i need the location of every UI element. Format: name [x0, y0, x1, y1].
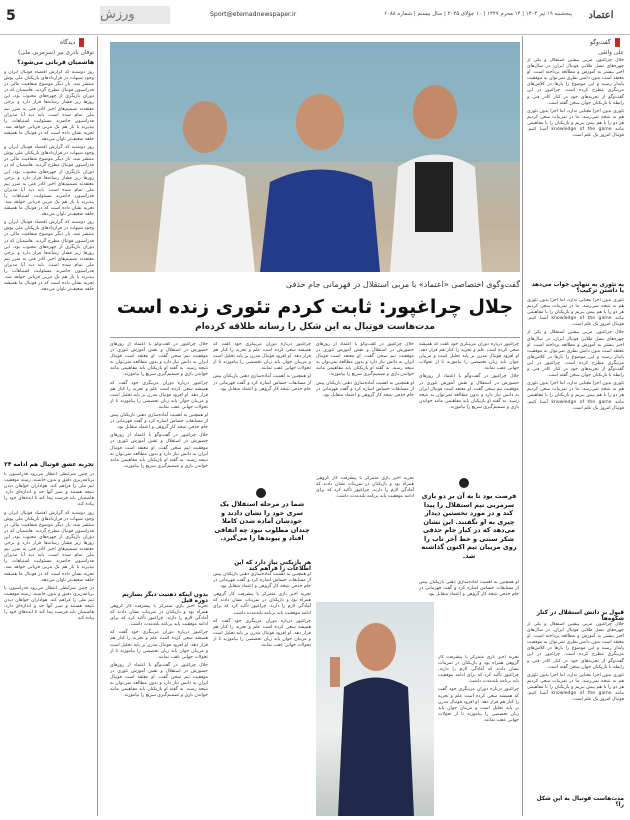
article-col-4: چراغپور درباره دوران مربیگری خود گفت که همیشه سعی کرده است علم و تجربه را کنار هم قرار دهد. او افزود فوتبال مدرن بر پایه تحلیل است و مربیان جوان باید زبان تخصصی را بیاموزند تا از تحولات جهانی عقب نمانند. جلال چراغپور در گفت‌وگو با اعتماد از روزهای حضورش در استقلال و نقش آموزش تئوری در موفقیت تیم سخن گفت. او معتقد است فوتبال ایران به دانش نیاز دارد و بدون مطالعه نمی‌توان به نتیجه رسید. به گفته او بازیکنان باید مفاهیمی مانند خواندن بازی و تصمیم‌گیری سریع را بیاموزند. — [419, 342, 519, 410]
article-col-1: جلال چراغپور در گفت‌وگو با اعتماد از روزهای حضورش در استقلال و نقش آموزش تئوری در موفقیت تیم سخن گفت. او معتقد است فوتبال ایران به دانش نیاز دارد و بدون مطالعه نمی‌توان به نتیجه رسید. به گفته او بازیکنان باید مفاهیمی مانند خواندن بازی و تصمیم‌گیری سریع را بیاموزند. چراغپور درباره دوران مربیگری خود گفت که همیشه سعی کرده است علم و تجربه را کنار هم قرار دهد. او افزود فوتبال مدرن بر پایه تحلیل است و مربیان جوان باید زبان تخصصی را بیاموزند تا از تحولات جهانی عقب نمانند. او همچنین به اهمیت آماده‌سازی ذهنی بازیکنان پیش از مسابقات حساس اشاره کرد و گفت قهرمانی در جام حذفی نتیجه کار گروهی و اعتماد متقابل بود. جلال چراغپور در گفت‌وگو با اعتماد از روزهای حضورش در استقلال و نقش آموزش تئوری در موفقیت تیم سخن گفت. او معتقد است فوتبال ایران به دانش نیاز دارد و بدون مطالعه نمی‌توان به نتیجه رسید. به گفته او بازیکنان باید مفاهیمی مانند خواندن بازی و تصمیم‌گیری سریع را بیاموزند. — [110, 342, 208, 469]
dateline: پنجشنبه ۱۹ تیر ۱۴۰۴ | ۱۴ محرم ۱۴۴۷ | ۱۰ جولای ۲۰۲۵ | سال بیستم | شماره ۶۰۸۸ — [384, 11, 572, 17]
article-col-1b: تجربه اخیر بازی متمرکز با پیشرفت کار گروهی همراه بود و بازیکنان در تمرینات نشان دادند که آمادگی لازم را دارند. چراغپور تأکید کرد که برای ادامه موفقیت باید برنامه بلندمدت داشت. چراغپور درباره دوران مربیگری خود گفت که همیشه سعی کرده است علم و تجربه را کنار هم قرار دهد. او افزود فوتبال مدرن بر پایه تحلیل است و مربیان جوان باید زبان تخصصی را بیاموزند تا از تحولات جهانی عقب نمانند. جلال چراغپور در گفت‌وگو با اعتماد از روزهای حضورش در استقلال و نقش آموزش تئوری در موفقیت تیم سخن گفت. او معتقد است فوتبال ایران به دانش نیاز دارد و بدون مطالعه نمی‌توان به نتیجه رسید. به گفته او بازیکنان باید مفاهیمی مانند خواندن بازی و تصمیم‌گیری سریع را بیاموزند. — [110, 604, 208, 699]
right-body-2: تئوری بدون اجرا معنایی ندارد، اما اجرا بدون تئوری هم به نتیجه نمی‌رسد. ما در تمرینات سعی کردیم هر دو را با هم پیش ببریم و بازیکنان را با مفاهیمی مانند knowledge of the game آشنا کنیم. فوتبال امروز یک علم است. جلال چراغپور، مربی پیشین استقلال و یکی از چهره‌های نسل طلایی فوتبال ایران، در سال‌های اخیر بیشتر به آموزش و مطالعه پرداخته است. او معتقد است بدون دانش نظری نمی‌توان به موفقیت پایدار رسید و این موضوع را بارها در کلاس‌های مربیگری مطرح کرده است. چراغپور در این گفت‌وگو از تجربه‌های خود در کنار کادر فنی و رابطه با بازیکنان جوان سخن گفته است. تئوری بدون اجرا معنایی ندارد، اما اجرا بدون تئوری هم به نتیجه نمی‌رسد. ما در تمرینات سعی کردیم هر دو را با هم پیش ببریم و بازیکنان را با مفاهیمی مانند knowledge of the game آشنا کنیم. فوتبال امروز یک علم است. — [527, 298, 624, 411]
right-byline: علی واثقی — [598, 50, 624, 56]
inset-photo — [316, 602, 434, 816]
column-divider — [97, 36, 98, 816]
article-col-4b: او همچنین به اهمیت آماده‌سازی ذهنی بازیکنان پیش از مسابقات حساس اشاره کرد و گفت قهرمانی در جام حذفی نتیجه کار گروهی و اعتماد متقابل بود. — [419, 580, 519, 598]
article-subhead-1: بدون اینکه ذهنیت دیگر بسازیم دوره قبل — [122, 592, 208, 604]
right-subhead-2: قبول بر دانش استقلال در کنار شکوه‌ها — [536, 610, 624, 622]
pull-quote-1: فرصت بود تا به آن بر دو بازی سرمربی تیم استقلال را پیدا کند و در مورد نخستین دیدار چیزی به او نگفتند. این نشان می‌دهد که در کنار جام حذفی شکر سنتی و خط آخر ناب را روی مربیان تیم اکنون گذاشته شد. — [421, 492, 517, 560]
right-subhead-3: مدت‌هاست فوتبال به این شکل را؟ — [536, 796, 624, 808]
left-body-1: روز دوشنبه که گزارش اقتصاد فوتبال ایران و وجود شبهات در قراردادهای بازیکنان ملی پوش منتشر شد، بار دیگر موضوع شفافیت مالی در فدراسیون فوتبال مطرح گردید. هاشمیان که در دوران بازیگری از چهره‌های محبوب بود، این روزها زیر فشار رسانه‌ها قرار دارد و برخی معتقدند تصمیم‌های اخیر کادر فنی به ضرر تیم ملی تمام شده است. باید دید آیا مدیران فدراسیون حاضرند مسئولیت اشتباهات را بپذیرند یا باز هم یک مربی قربانی خواهد شد. تجربه نشان داده است که در فوتبال ما همیشه حلقه ضعیف‌تر تاوان می‌دهد. روز دوشنبه که گزارش اقتصاد فوتبال ایران و وجود شبهات در قراردادهای بازیکنان ملی پوش منتشر شد، بار دیگر موضوع شفافیت مالی در فدراسیون فوتبال مطرح گردید. هاشمیان که در دوران بازیگری از چهره‌های محبوب بود، این روزها زیر فشار رسانه‌ها قرار دارد و برخی معتقدند تصمیم‌های اخیر کادر فنی به ضرر تیم ملی تمام شده است. باید دید آیا مدیران فدراسیون حاضرند مسئولیت اشتباهات را بپذیرند یا باز هم یک مربی قربانی خواهد شد. تجربه نشان داده است که در فوتبال ما همیشه حلقه ضعیف‌تر تاوان می‌دهد. روز دوشنبه که گزارش اقتصاد فوتبال ایران و وجود شبهات در قراردادهای بازیکنان ملی پوش منتشر شد، بار دیگر موضوع شفافیت مالی در فدراسیون فوتبال مطرح گردید. هاشمیان که در دوران بازیگری از چهره‌های محبوب بود، این روزها زیر فشار رسانه‌ها قرار دارد و برخی معتقدند تصمیم‌های اخیر کادر فنی به ضرر تیم ملی تمام شده است. باید دید آیا مدیران فدراسیون حاضرند مسئولیت اشتباهات را بپذیرند یا باز هم یک مربی قربانی خواهد شد. تجربه نشان داده است که در فوتبال ما همیشه حلقه ضعیف‌تر تاوان می‌دهد. — [4, 70, 94, 293]
email-address: Sport@etemadnewspaper.ir — [210, 11, 297, 18]
pull-quote-2: شما در مرحله استقلال یک سری خود را نشان دادند و خودشان آماده شدن کاملا چندان مطلوب نبود چه اتفاقی افتاد و پیوندها را می‌گیرد. — [214, 500, 310, 542]
article-deck: مدت‌هاست فوتبال به این شکل را رسانه طلاقه کرده‌ام — [195, 322, 435, 332]
newspaper-logo: اعتماد — [588, 10, 614, 21]
article-headline: جلال چراغپور: ثابت کردم تئوری زنده است — [116, 296, 514, 318]
section-title: ورزش — [100, 7, 135, 22]
article-col-3b: تجربه اخیر بازی متمرکز با پیشرفت کار گروهی همراه بود و بازیکنان در تمرینات نشان دادند که آمادگی لازم را دارند. چراغپور تأکید کرد که برای ادامه موفقیت باید برنامه بلندمدت داشت. — [316, 476, 414, 500]
right-subhead-1: به تئوری به تنهایی جواب می‌دهد یا داشتن ترکیب؟ — [531, 282, 624, 294]
right-body-1: جلال چراغپور، مربی پیشین استقلال و یکی از چهره‌های نسل طلایی فوتبال ایران، در سال‌های اخیر بیشتر به آموزش و مطالعه پرداخته است. او معتقد است بدون دانش نظری نمی‌توان به موفقیت پایدار رسید و این موضوع را بارها در کلاس‌های مربیگری مطرح کرده است. چراغپور در این گفت‌وگو از تجربه‌های خود در کنار کادر فنی و رابطه با بازیکنان جوان سخن گفته است. تئوری بدون اجرا معنایی ندارد، اما اجرا بدون تئوری هم به نتیجه نمی‌رسد. ما در تمرینات سعی کردیم هر دو را با هم پیش ببریم و بازیکنان را با مفاهیمی مانند knowledge of the game آشنا کنیم. فوتبال امروز یک علم است. — [527, 58, 624, 139]
column-divider-right — [522, 36, 523, 816]
right-body-3: جلال چراغپور، مربی پیشین استقلال و یکی از چهره‌های نسل طلایی فوتبال ایران، در سال‌های اخیر بیشتر به آموزش و مطالعه پرداخته است. او معتقد است بدون دانش نظری نمی‌توان به موفقیت پایدار رسید و این موضوع را بارها در کلاس‌های مربیگری مطرح کرده است. چراغپور در این گفت‌وگو از تجربه‌های خود در کنار کادر فنی و رابطه با بازیکنان جوان سخن گفته است. تئوری بدون اجرا معنایی ندارد، اما اجرا بدون تئوری هم به نتیجه نمی‌رسد. ما در تمرینات سعی کردیم هر دو را با هم پیش ببریم و بازیکنان را با مفاهیمی مانند knowledge of the game آشنا کنیم. فوتبال امروز یک علم است. — [527, 622, 624, 703]
left-section-label: دیدگاه — [56, 38, 84, 47]
coaches-photo-illustration — [110, 42, 520, 272]
quote-marker-icon — [459, 478, 469, 488]
article-col-2b: او همچنین به اهمیت آماده‌سازی ذهنی بازیکنان پیش از مسابقات حساس اشاره کرد و گفت قهرمانی در جام حذفی نتیجه کار گروهی و اعتماد متقابل بود. تجربه اخیر بازی متمرکز با پیشرفت کار گروهی همراه بود و بازیکنان در تمرینات نشان دادند که آمادگی لازم را دارند. چراغپور تأکید کرد که برای ادامه موفقیت باید برنامه بلندمدت داشت. چراغپور درباره دوران مربیگری خود گفت که همیشه سعی کرده است علم و تجربه را کنار هم قرار دهد. او افزود فوتبال مدرن بر پایه تحلیل است و مربیان جوان باید زبان تخصصی را بیاموزند تا از تحولات جهانی عقب نمانند. — [213, 572, 311, 649]
page-number: 5 — [6, 8, 16, 24]
main-photo — [110, 42, 520, 272]
article-col-3: جلال چراغپور در گفت‌وگو با اعتماد از روزهای حضورش در استقلال و نقش آموزش تئوری در موفقیت تیم سخن گفت. او معتقد است فوتبال ایران به دانش نیاز دارد و بدون مطالعه نمی‌توان به نتیجه رسید. به گفته او بازیکنان باید مفاهیمی مانند خواندن بازی و تصمیم‌گیری سریع را بیاموزند. او همچنین به اهمیت آماده‌سازی ذهنی بازیکنان پیش از مسابقات حساس اشاره کرد و گفت قهرمانی در جام حذفی نتیجه کار گروهی و اعتماد متقابل بود. — [316, 342, 414, 398]
article-kicker: گفت‌وگوی اختصاصی «اعتماد» با مربی استقلال در قهرمانی جام حذفی — [285, 280, 520, 289]
left-subhead: تجربه عشق فوتبال هم ادامه ۲۴ — [4, 462, 94, 468]
article-col-4c: تجربه اخیر بازی متمرکز با پیشرفت کار گروهی همراه بود و بازیکنان در تمرینات نشان دادند که آمادگی لازم را دارند. چراغپور تأکید کرد که برای ادامه موفقیت باید برنامه بلندمدت داشت. چراغپور درباره دوران مربیگری خود گفت که همیشه سعی کرده است علم و تجربه را کنار هم قرار دهد. او افزود فوتبال مدرن بر پایه تحلیل است و مربیان جوان باید زبان تخصصی را بیاموزند تا از تحولات جهانی عقب نمانند. — [438, 655, 519, 723]
left-title: هاشمیان قربانی می‌شود؟ — [17, 59, 94, 66]
headline-rule — [110, 337, 520, 338]
masthead-bar — [0, 0, 630, 35]
quote-marker-icon — [256, 488, 266, 498]
article-subhead-2: هر بازیکنی نیاز دارد که این اطلاعات را فراهم کند — [234, 560, 311, 572]
coach-thumbs-up-illustration — [316, 602, 434, 816]
left-byline: توفان نادری نیر (سرمربی ملی) — [18, 50, 94, 56]
article-col-2: چراغپور درباره دوران مربیگری خود گفت که همیشه سعی کرده است علم و تجربه را کنار هم قرار دهد. او افزود فوتبال مدرن بر پایه تحلیل است و مربیان جوان باید زبان تخصصی را بیاموزند تا از تحولات جهانی عقب نمانند. او همچنین به اهمیت آماده‌سازی ذهنی بازیکنان پیش از مسابقات حساس اشاره کرد و گفت قهرمانی در جام حذفی نتیجه کار گروهی و اعتماد متقابل بود. — [213, 342, 311, 392]
left-body-2: در چنین شرایطی انتظار می‌رود فدراسیون با برنامه‌ریزی دقیق و بدون حاشیه، زمینه موفقیت تیم ملی را فراهم کند. هواداران خواهان دیدن نتیجه هستند و صبر آنها حد و اندازه‌ای دارد. هاشمیان باید فرصت پیدا کند تا ایده‌های خود را پیاده کند. روز دوشنبه که گزارش اقتصاد فوتبال ایران و وجود شبهات در قراردادهای بازیکنان ملی پوش منتشر شد، بار دیگر موضوع شفافیت مالی در فدراسیون فوتبال مطرح گردید. هاشمیان که در دوران بازیگری از چهره‌های محبوب بود، این روزها زیر فشار رسانه‌ها قرار دارد و برخی معتقدند تصمیم‌های اخیر کادر فنی به ضرر تیم ملی تمام شده است. باید دید آیا مدیران فدراسیون حاضرند مسئولیت اشتباهات را بپذیرند یا باز هم یک مربی قربانی خواهد شد. تجربه نشان داده است که در فوتبال ما همیشه حلقه ضعیف‌تر تاوان می‌دهد. در چنین شرایطی انتظار می‌رود فدراسیون با برنامه‌ریزی دقیق و بدون حاشیه، زمینه موفقیت تیم ملی را فراهم کند. هواداران خواهان دیدن نتیجه هستند و صبر آنها حد و اندازه‌ای دارد. هاشمیان باید فرصت پیدا کند تا ایده‌های خود را پیاده کند. — [4, 472, 94, 622]
right-section-label: گفت‌وگو — [586, 38, 620, 47]
